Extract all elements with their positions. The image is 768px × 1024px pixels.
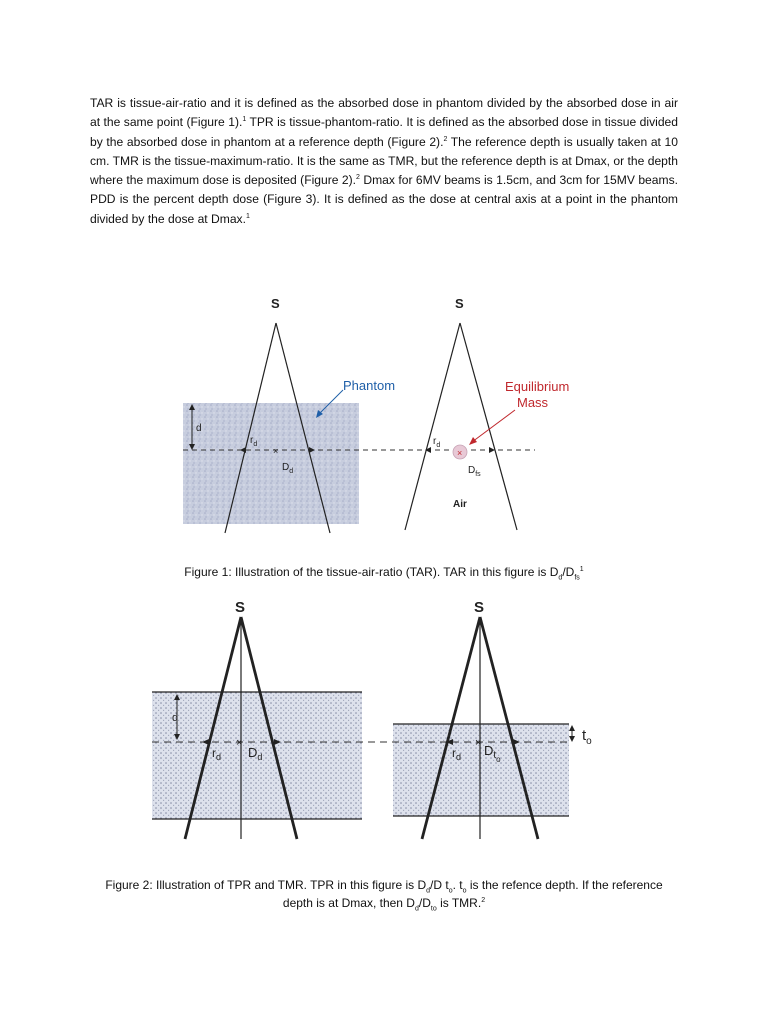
citation-ref: 1 (245, 212, 250, 220)
caption-sub: o (448, 887, 453, 895)
field-size-label: $r_d$ (433, 436, 441, 449)
source-label: S (235, 599, 246, 616)
dose-point-label: $D_d$ (282, 462, 294, 475)
citation-ref: 2 (481, 897, 486, 904)
field-size-label: $r_d$ (250, 435, 258, 448)
equilibrium-label: Equilibrium Mass (505, 379, 570, 410)
caption-sub: d (426, 887, 431, 895)
caption-sub: d (414, 905, 419, 913)
sentence-tpr: TPR is tissue-phantom-ratio. It is defined as the absorbed dose in tissue divided by the absorbed dose in phantom at a reference depth (Figure 2). (90, 115, 679, 149)
caption-sub: fs (574, 574, 580, 582)
beam-edge-left (405, 323, 463, 530)
field-size-label: $r_d$ (212, 746, 222, 762)
figure-1-tar-diagram (0, 290, 768, 550)
sentence-dmax-pdd: Dmax for 6MV beams is 1.5cm, and 3cm for 15MV beams. PDD is the percent depth dose (Figure 3). It is defined as the dose at central axis at a point in the phantom divided by the dose at Dmax. (90, 173, 678, 226)
citation-ref: 2 (356, 174, 360, 182)
figure-2-tpr-tmr-diagram (0, 592, 768, 842)
sentence-tar: TAR is tissue-air-ratio and it is defined as the absorbed dose in phantom divided by the absorbed dose in air at the same point (Figure 1). (90, 96, 678, 130)
caption-text: is the refence depth. If the reference (466, 878, 663, 892)
figure-1-caption (90, 563, 678, 581)
caption-text: /D (562, 565, 575, 579)
dose-point-label: $D_{to}$ (484, 743, 501, 764)
source-label: S (271, 296, 280, 311)
caption-sub: o (462, 887, 467, 895)
citation-ref: 2 (443, 135, 448, 143)
reference-depth-label: $t_o$ (582, 727, 592, 747)
field-size-label: $r_d$ (452, 746, 462, 762)
caption-text: is TMR. (436, 896, 482, 910)
caption-text: /D t (430, 878, 449, 892)
caption-text: Figure 1: Illustration of the tissue-air-ratio (TAR). TAR in this figure is D (184, 565, 559, 579)
free-space-dose-label: $D_{fs}$ (468, 465, 481, 478)
depth-label: d (196, 423, 202, 434)
citation-ref: 1 (242, 116, 247, 124)
figure-2-caption (90, 876, 678, 912)
equilibrium-pointer (472, 410, 515, 442)
point-marker: × (457, 448, 463, 458)
caption-text: /D (418, 896, 431, 910)
phantom-block (183, 403, 359, 524)
phantom-label: Phantom (343, 378, 396, 393)
beam-edge-right (460, 323, 517, 530)
caption-sub: to (430, 905, 437, 913)
caption-sub: d (558, 574, 563, 582)
caption-text: Figure 2: Illustration of TPR and TMR. TPR in this figure is D (105, 878, 427, 892)
caption-text: depth is at Dmax, then D (282, 896, 415, 910)
citation-ref: 1 (579, 566, 584, 573)
source-label: S (455, 296, 464, 311)
air-label: Air (453, 499, 467, 510)
depth-label: d (172, 712, 179, 724)
point-marker: × (475, 737, 482, 749)
body-paragraph (90, 94, 678, 229)
dose-point-label: $D_d$ (248, 745, 263, 762)
caption-text: . t (452, 878, 463, 892)
point-marker: × (273, 446, 279, 456)
point-marker: × (236, 737, 243, 749)
sentence-tmr: The reference depth is usually taken at 10 cm. TMR is the tissue-maximum-ratio. It is the same as TMR, but the reference depth is at Dmax, or the depth where the maximum dose is deposited (Figure 2). (90, 134, 679, 188)
source-label: S (474, 599, 485, 616)
